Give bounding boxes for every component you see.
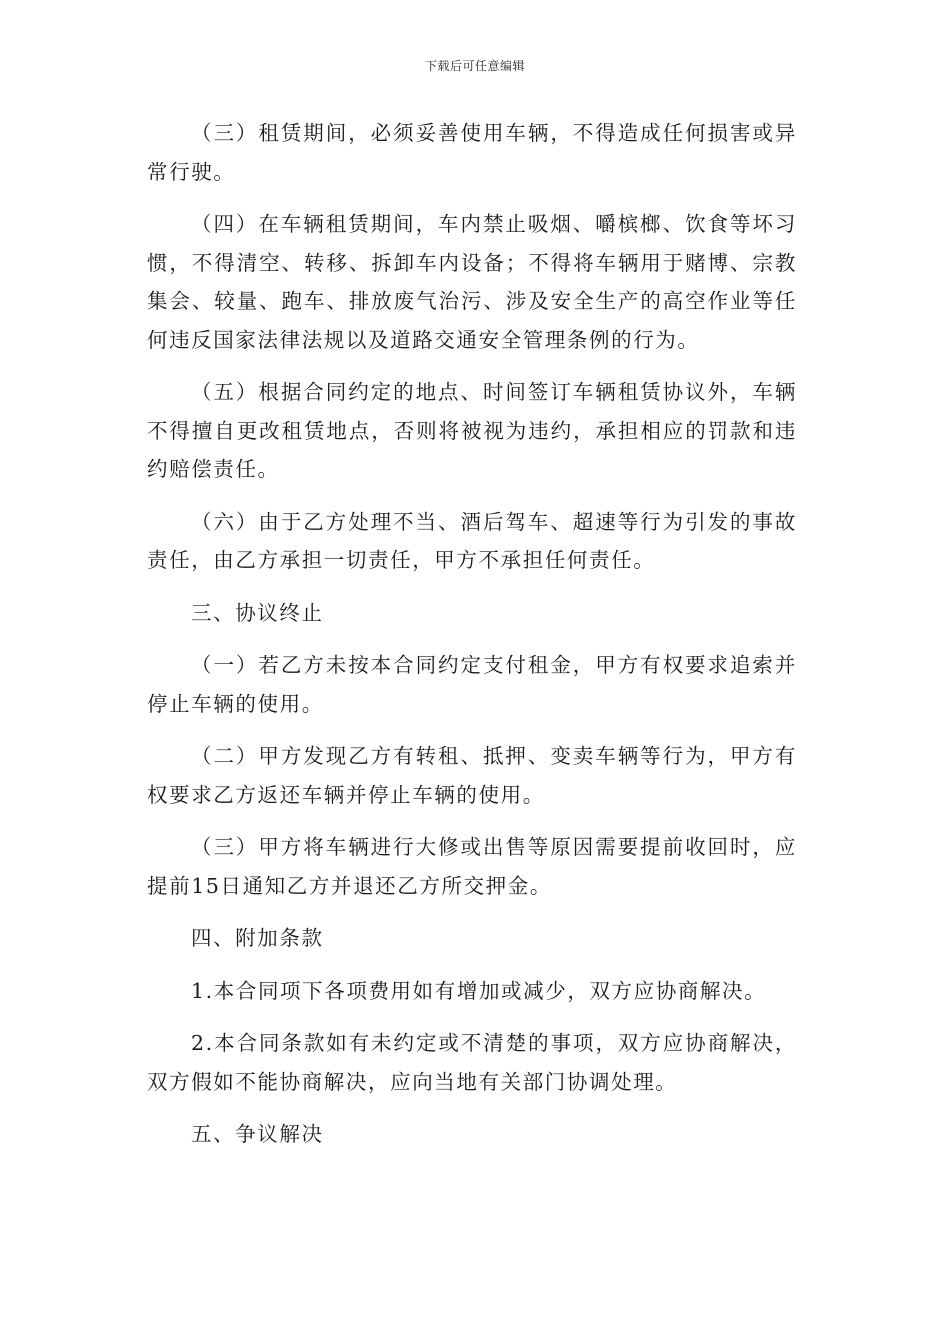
clause-3-6-paragraph: （六）由于乙方处理不当、酒后驾车、超速等行为引发的事故责任，由乙方承担一切责任，甲方不承担任何责任。	[147, 509, 797, 572]
additional-term-2-paragraph: 2.本合同条款如有未约定或不清楚的事项，双方应协商解决，双方假如不能协商解决，应向当地有关部门协调处理。	[147, 1031, 797, 1094]
header-note: 下载后可任意编辑	[424, 59, 525, 73]
clause-3-4-paragraph: （四）在车辆租赁期间，车内禁止吸烟、嚼槟榔、饮食等坏习惯，不得清空、转移、拆卸车内设备；不得将车辆用于赌博、宗教集会、较量、跑车、排放废气治污、涉及安全生产的高空作业等任何违反国家法律法规以及道路交通安全管理条例的行为。	[147, 212, 797, 352]
termination-clause-2-paragraph: （二）甲方发现乙方有转租、抵押、变卖车辆等行为，甲方有权要求乙方返还车辆并停止车辆的使用。	[147, 744, 797, 807]
clause-3-5-paragraph: （五）根据合同约定的地点、时间签订车辆租赁协议外，车辆不得擅自更改租赁地点，否则将被视为违约，承担相应的罚款和违约赔偿责任。	[147, 380, 797, 481]
section-heading-dispute-resolution: 五、争议解决	[191, 1122, 324, 1146]
document-body	[147, 114, 797, 1168]
clause-3-3-paragraph: （三）租赁期间，必须妥善使用车辆，不得造成任何损害或异常行驶。	[147, 121, 797, 184]
additional-term-1-paragraph: 1.本合同项下各项费用如有增加或减少，双方应协商解决。	[191, 978, 767, 1003]
section-heading-additional-terms: 四、附加条款	[191, 926, 324, 950]
termination-clause-1-paragraph: （一）若乙方未按本合同约定支付租金，甲方有权要求追索并停止车辆的使用。	[147, 653, 797, 716]
termination-clause-3-paragraph: （三）甲方将车辆进行大修或出售等原因需要提前收回时，应提前15日通知乙方并退还乙方所交押金。	[147, 835, 797, 898]
section-heading-termination: 三、协议终止	[191, 600, 324, 625]
